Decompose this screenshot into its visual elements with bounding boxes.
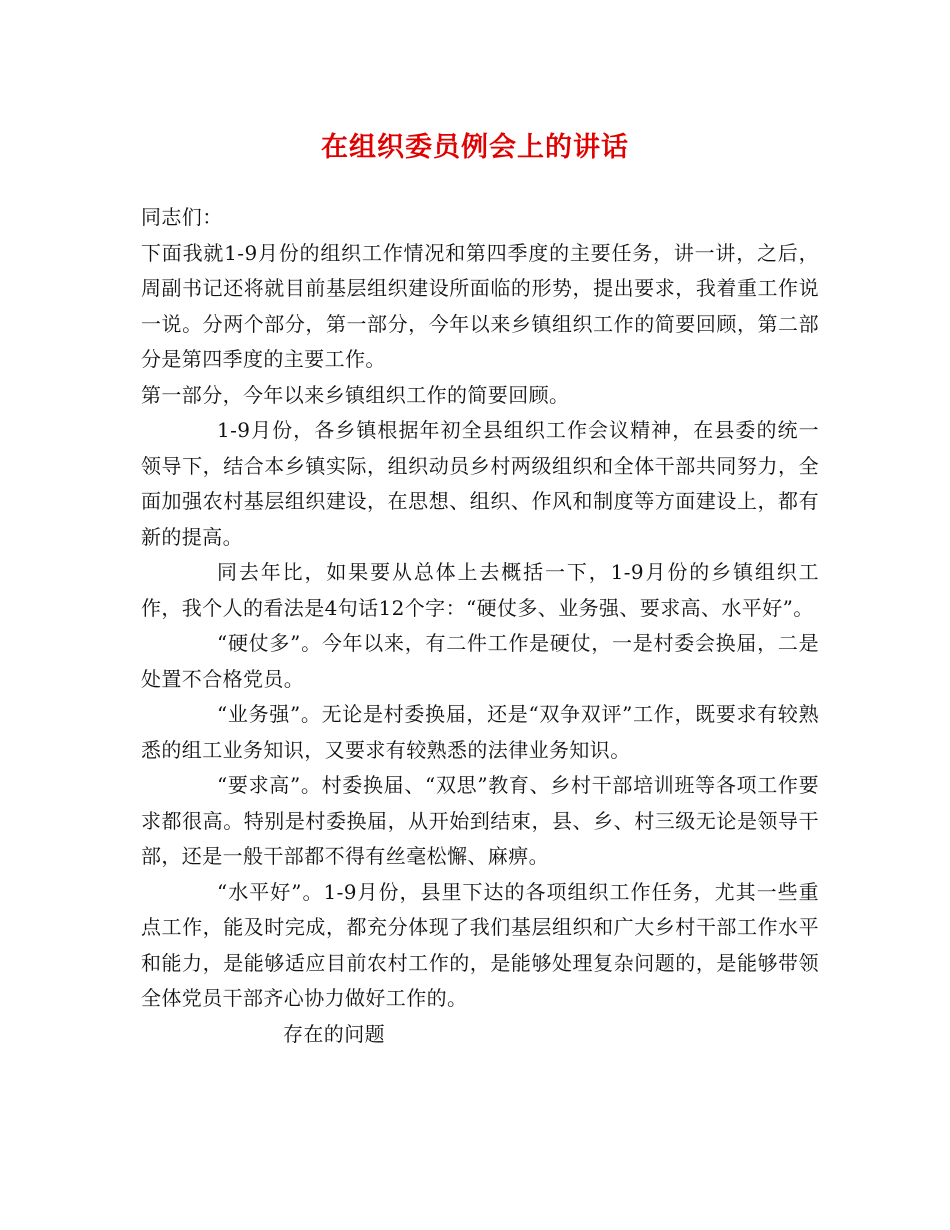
paragraph-good-level: “水平好”。1-9月份，县里下达的各项组织工作任务，尤其一些重点工作，能及时完成，都充分体现了我们基层组织和广大乡村干部工作水平和能力，是能够适应目前农村工作的，是能够处理复杂问题的，是能够带领全体党员干部齐心协力做好工作的。 (141, 879, 819, 1010)
paragraph-part-one-heading: 第一部分，今年以来乡镇组织工作的简要回顾。 (141, 382, 570, 407)
paragraph-intro: 下面我就1-9月份的组织工作情况和第四季度的主要任务，讲一讲，之后，周副书记还将就目前基层组织建设所面临的形势，提出要求，我着重工作说一说。分两个部分，第一部分，今年以来乡镇组织工作的简要回顾，第二部分是第四季度的主要工作。 (141, 240, 819, 371)
paragraph-tough-tasks: “硬仗多”。今年以来，有二件工作是硬仗，一是村委会换届，二是处置不合格党员。 (141, 631, 819, 691)
paragraph-strong-skills: “业务强”。无论是村委换届，还是“双争双评”工作，既要求有较熟悉的组工业务知识，又要求有较熟悉的法律业务知识。 (141, 702, 819, 762)
section-heading-problems: 存在的问题 (283, 1021, 385, 1046)
greeting: 同志们： (141, 205, 223, 229)
paragraph-overview: 1-9月份，各乡镇根据年初全县组织工作会议精神，在县委的统一领导下，结合本乡镇实际，组织动员乡村两级组织和全体干部共同努力，全面加强农村基层组织建设，在思想、组织、作风和制度等方面建设上，都有新的提高。 (141, 418, 819, 549)
paragraph-high-requirements: “要求高”。村委换届、“双思”教育、乡村干部培训班等各项工作要求都很高。特别是村委换届，从开始到结束，县、乡、村三级无论是领导干部，还是一般干部都不得有丝毫松懈、麻痹。 (141, 773, 819, 868)
paragraph-summary: 同去年比，如果要从总体上去概括一下，1-9月份的乡镇组织工作，我个人的看法是4句话12个字：“硬仗多、业务强、要求高、水平好”。 (141, 560, 819, 620)
document-title: 在组织委员例会上的讲话 (321, 132, 629, 163)
document-body (141, 200, 819, 1052)
